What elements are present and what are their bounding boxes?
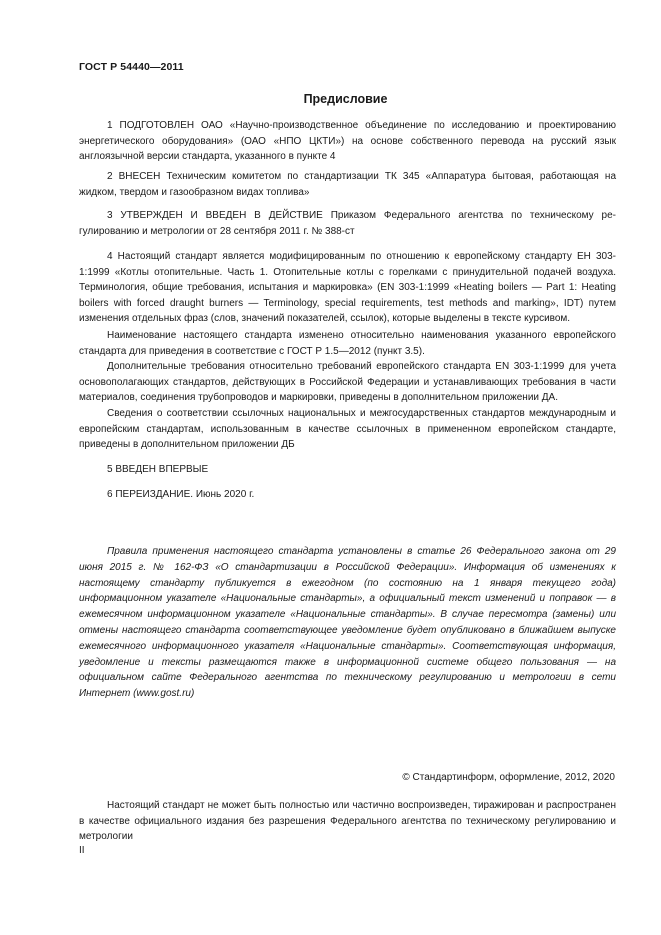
paragraph-reference-standards: Сведения о соответствии ссылочных национальных и межгосударственных стандартов международным и европейским стандартам, использованным в качестве ссылочных в примененном европейском стандарте, приведены в дополнительном приложении ДБ: [79, 408, 616, 451]
copyright-line: © Стандартинформ, оформление, 2012, 2020: [402, 772, 615, 783]
paragraph-prepared-by: 1 ПОДГОТОВЛЕН ОАО «Научно-производственное объединение по исследованию и проектированию энергетического оборудования» (ОАО «НПО ЦКТИ») на основе собственного перевода на русский язык англоязычной версии стандарта, указанного в пункте 4: [79, 120, 616, 163]
paragraph-reissue: 6 ПЕРЕИЗДАНИЕ. Июнь 2020 г.: [107, 489, 255, 500]
document-code: ГОСТ Р 54440—2011: [79, 61, 184, 73]
page-number: II: [79, 845, 85, 856]
paragraph-name-change: Наименование настоящего стандарта изменено относительно наименования указанного европейского стандарта для приведения в соответствие с ГОСТ Р 1.5—2012 (пункт 3.5).: [79, 330, 616, 357]
paragraph-introduced: 5 ВВЕДЕН ВПЕРВЫЕ: [107, 464, 209, 475]
reproduction-notice: Настоящий стандарт не может быть полностью или частично воспроизведен, тиражирован и распространен в качестве официального издания без разрешения Федерального агентства по техническому регулированию и метрологии: [79, 800, 616, 843]
application-rules-notice: Правила применения настоящего стандарта установлены в статье 26 Федерального закона от 29 июня 2015 г. № 162-ФЗ «О стандартизации в Российской Федерации». Информация об изменениях к настоящему стандарту публикуется в ежегодном (по состоянию на 1 января текущего года) информационном указателе «Национальные стандарты», а официальный текст изменений и поправок — в ежемесячном информационном указателе «Национальные стандарты». В случае пересмотра (замены) или отмены настоящего стандарта соответствующее уведомление будет опубликовано в ближайшем выпуске ежемесячного информационного указателя «Национальные стандарты». Соответствующая информация, уведомление и тексты размещаются также в информационной системе общего пользования — на официальном сайте Федерального агентства по техническому регулированию и метрологии в сети Интернет (www.gost.ru): [79, 546, 616, 700]
page-title: Предисловие: [303, 92, 388, 106]
paragraph-modification: 4 Настоящий стандарт является модифицированным по отношению к европейскому стандарту ЕН 303-1:1999 «Котлы отопительные. Часть 1. Отопительные котлы с горелками с принудительной подачей воздуха. Терминология, общие требования, испытания и маркировка» (EN 303-1:1999 «Heating boilers — Part 1: Heating boilers with forced draught burners — Terminology, special requirements, test methods and marking», IDT) путем изменения отдельных фраз (слов, значений показателей, ссылок), которые выделены в тексте курсивом.: [79, 251, 616, 325]
paragraph-additional-requirements: Дополнительные требования относительно требований европейского стандарта EN 303-1:1999 для учета основополагающих стандартов, действующих в Российской Федерации и устанавливающих требования в части материалов, соединения трубопроводов и маркировки, приведены в дополнительном приложении ДА.: [79, 361, 616, 404]
paragraph-approved: 3 УТВЕРЖДЕН И ВВЕДЕН В ДЕЙСТВИЕ Приказом Федерального агентства по техническому регулированию и метрологии от 28 сентября 2011 г. № 388-ст: [79, 210, 616, 237]
paragraph-submitted-by: 2 ВНЕСЕН Техническим комитетом по стандартизации ТК 345 «Аппаратура бытовая, работающая на жидком, твердом и газообразном видах топлива»: [79, 171, 616, 198]
